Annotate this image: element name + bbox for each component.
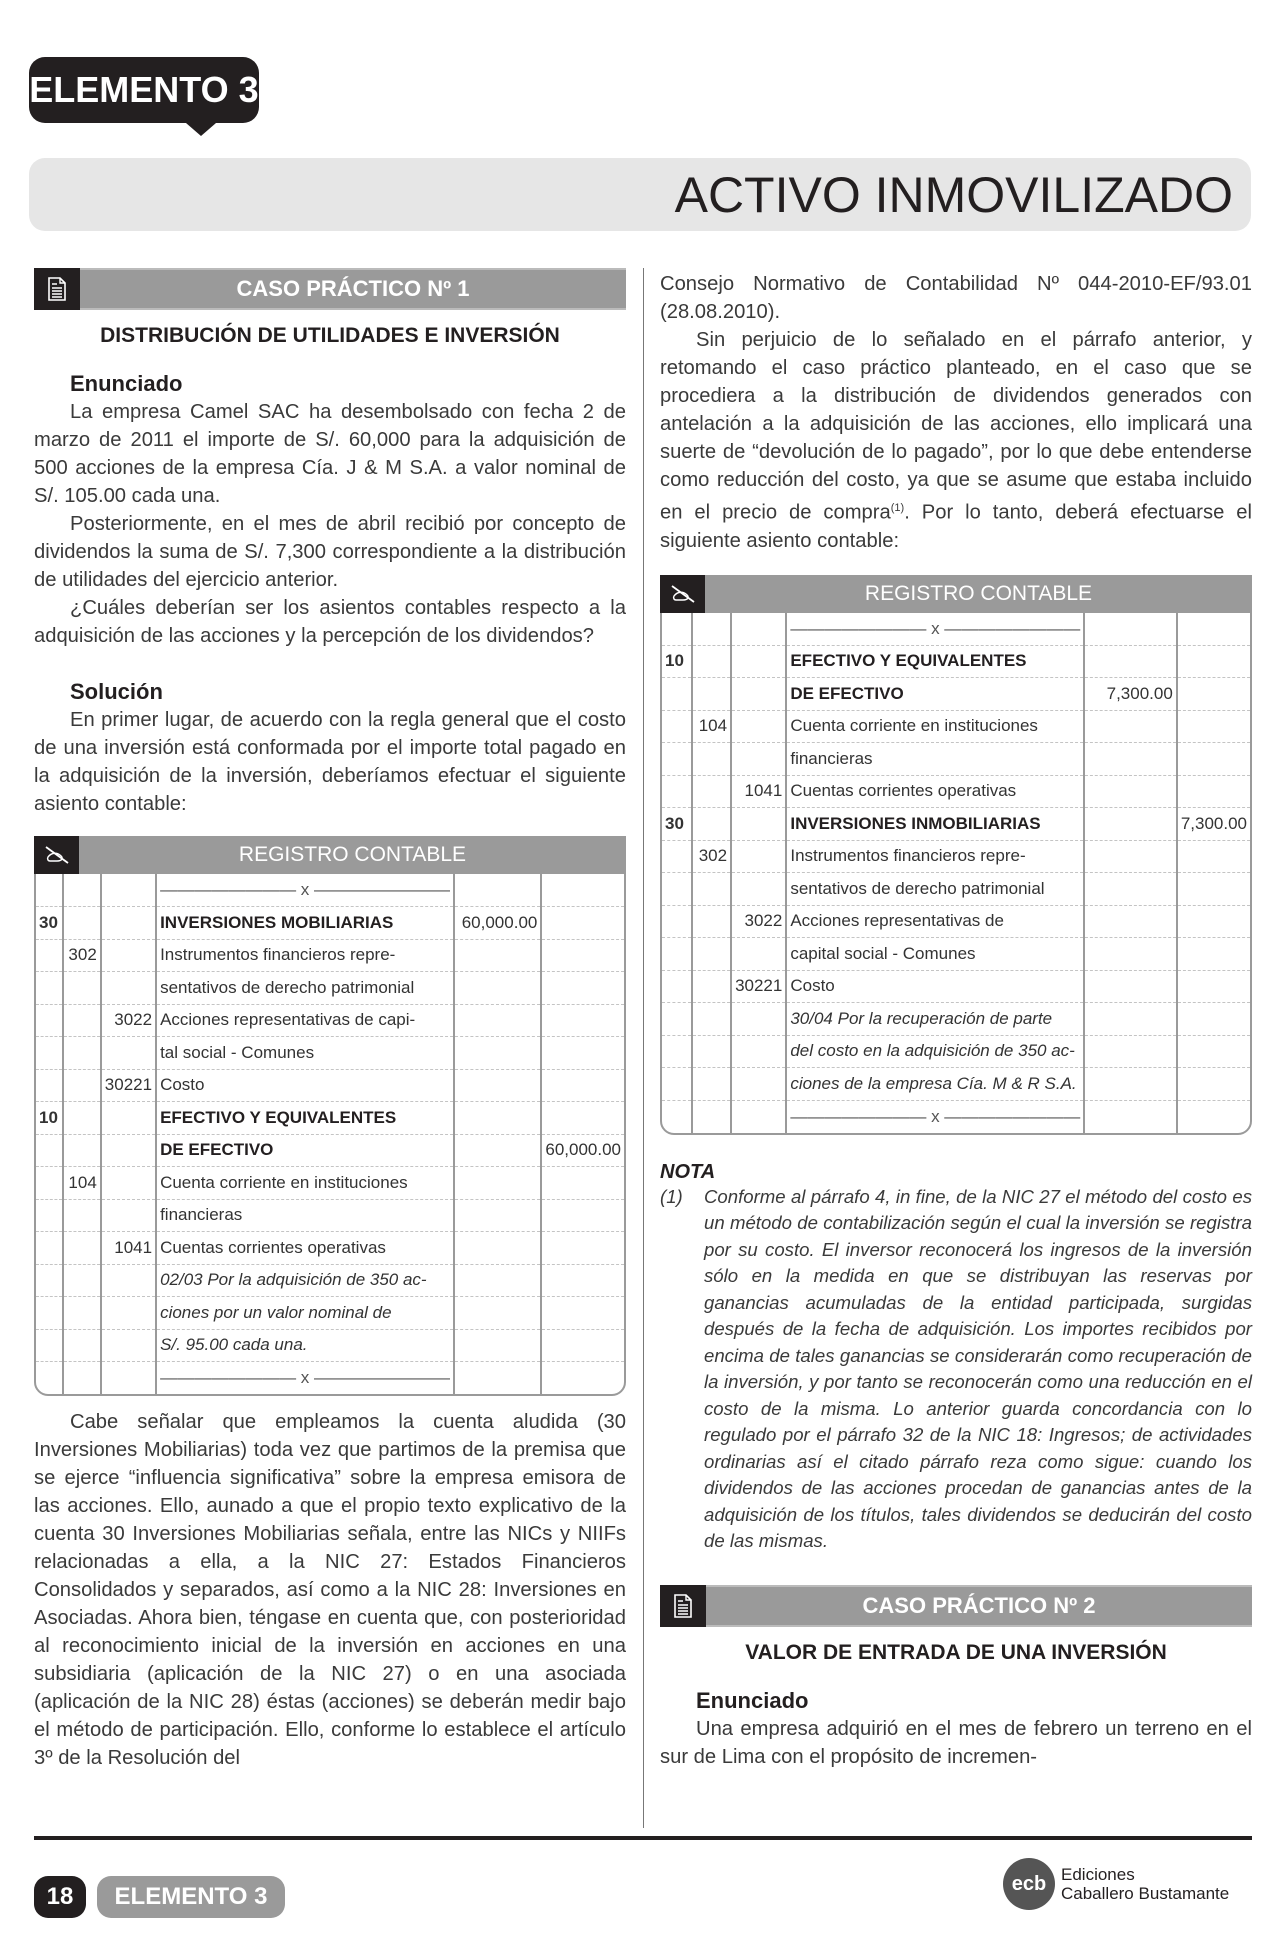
ledger-cell-c1 — [36, 1004, 63, 1037]
ledger-cell-debe — [1084, 1100, 1177, 1133]
ledger-cell-desc: INVERSIONES MOBILIARIAS — [156, 907, 454, 940]
ledger-cell-c1 — [662, 1100, 692, 1133]
paragraph: La empresa Camel SAC ha desembolsado con fecha 2 de marzo de 2011 el importe de S/. 60,000 para la adquisición de 500 acciones de la empresa Cía. J & M S.A. a valor nominal de S/. 105.00 cada una. — [34, 401, 626, 507]
ledger-row — [662, 710, 1250, 743]
ledger-cell-c2 — [63, 907, 101, 940]
ledger-cell-c3 — [101, 1134, 156, 1167]
ledger-cell-haber — [1177, 970, 1250, 1003]
accounting-entry-1 — [34, 836, 626, 1396]
ledger-row — [662, 678, 1250, 711]
ledger-cell-desc: ———————— x ———————— — [786, 613, 1084, 646]
case-2-title: VALOR DE ENTRADA DE UNA INVERSIÓN — [745, 1640, 1167, 1664]
ledger-cell-haber — [1177, 1035, 1250, 1068]
ledger-cell-c1 — [36, 1362, 63, 1395]
ledger-cell-c3 — [101, 972, 156, 1005]
ledger-cell-debe — [1084, 840, 1177, 873]
ledger-cell-debe — [1084, 775, 1177, 808]
ledger-cell-desc: ———————— x ———————— — [786, 1100, 1084, 1133]
ledger-cell-c3 — [731, 678, 786, 711]
ledger-table — [662, 613, 1250, 1133]
case-2-header — [660, 1585, 1252, 1627]
ledger-row — [36, 907, 624, 940]
publisher-name — [1061, 1865, 1229, 1903]
ledger-cell-c3 — [731, 710, 786, 743]
footer-section: ELEMENTO 3 — [97, 1876, 285, 1918]
ledger-cell-debe — [1084, 710, 1177, 743]
ledger-cell-haber — [541, 972, 624, 1005]
ledger-row — [36, 1329, 624, 1362]
ledger-cell-c1 — [662, 743, 692, 776]
ledger-cell-c3 — [731, 1035, 786, 1068]
ledger-cell-c2 — [692, 775, 732, 808]
ledger-cell-haber — [1177, 1100, 1250, 1133]
publisher-line-2: Caballero Bustamante — [1061, 1884, 1230, 1903]
ledger-row — [36, 1264, 624, 1297]
ledger-row — [662, 840, 1250, 873]
ledger-row — [36, 1069, 624, 1102]
ledger-cell-debe — [454, 1264, 541, 1297]
ledger-row — [662, 873, 1250, 906]
ledger-cell-c1 — [36, 972, 63, 1005]
ledger-cell-desc: DE EFECTIVO — [786, 678, 1084, 711]
ledger-cell-debe — [454, 939, 541, 972]
ledger-cell-c1 — [36, 939, 63, 972]
ledger-cell-c1 — [662, 710, 692, 743]
ledger-row — [662, 775, 1250, 808]
ledger-row — [36, 1167, 624, 1200]
ledger-cell-desc: ciones por un valor nominal de — [156, 1297, 454, 1330]
ledger-row — [662, 743, 1250, 776]
ledger-cell-c3 — [731, 840, 786, 873]
ledger-cell-debe — [1084, 808, 1177, 841]
ledger-cell-c2: 104 — [692, 710, 732, 743]
ledger-cell-c2 — [63, 1297, 101, 1330]
ledger-cell-haber — [541, 1004, 624, 1037]
paragraph-text: . Por lo tanto, deberá efectuarse el siguiente asiento contable: — [660, 501, 1253, 552]
ledger-cell-desc: Costo — [156, 1069, 454, 1102]
footnote-text: Conforme al párrafo 4, in fine, de la NIC 27 el método del costo es un método de contabilización según el cual la inversión se registra por su costo. El inversor reconocerá los ingresos de la inversión sólo en la medida en que se distribuyan las reservas por ganancias acumuladas de la entidad participada, surgidas después de la fecha de adquisición. Los importes recibidos por encima de tales ganancias se considerarán como recuperación de la inversión, y por tanto se reconocerán como una reducción en el costo de la misma. Lo anterior guarda concordancia con lo regulado por el párrafo 32 de la NIC 18: Ingresos; de actividades ordinarias así el citado párrafo reza como sigue: cuando los dividendos de las acciones procedan de ganancias antes de la adquisición de los títulos, tales dividendos se deducirán del costo de las mismas. — [704, 1185, 1252, 1552]
ledger-cell-c2 — [692, 970, 732, 1003]
ledger-cell-c3 — [101, 1167, 156, 1200]
ledger-cell-haber — [541, 1069, 624, 1102]
ledger-cell-c2 — [63, 1362, 101, 1395]
ledger-cell-c2 — [692, 645, 732, 678]
ledger-cell-c3 — [101, 1362, 156, 1395]
ledger-cell-c1: 30 — [662, 808, 692, 841]
ledger-cell-haber — [541, 907, 624, 940]
ledger-cell-c2 — [692, 1100, 732, 1133]
ledger-cell-desc: Acciones representativas de capi- — [156, 1004, 454, 1037]
ledger-cell-debe — [454, 1329, 541, 1362]
ledger-cell-c3 — [101, 1199, 156, 1232]
ledger-row — [36, 1232, 624, 1265]
ledger-cell-c2 — [692, 905, 732, 938]
ledger-cell-debe — [454, 972, 541, 1005]
ledger-cell-debe: 7,300.00 — [1084, 678, 1177, 711]
ledger-cell-haber — [541, 1102, 624, 1135]
ledger-cell-haber — [541, 1199, 624, 1232]
ledger-cell-debe — [1084, 873, 1177, 906]
ledger-cell-c2 — [63, 1037, 101, 1070]
ledger-cell-haber: 7,300.00 — [1177, 808, 1250, 841]
ledger-cell-c2 — [692, 873, 732, 906]
ledger-cell-debe — [454, 1037, 541, 1070]
ledger-row — [662, 905, 1250, 938]
ledger-cell-c1 — [662, 873, 692, 906]
ledger-cell-c3 — [731, 873, 786, 906]
ledger-cell-c3: 30221 — [101, 1069, 156, 1102]
ledger-cell-desc: Cuenta corriente en instituciones — [786, 710, 1084, 743]
ledger-cell-c1 — [662, 1035, 692, 1068]
publisher-logo-icon: ecb — [1003, 1858, 1055, 1910]
ledger-cell-debe — [454, 874, 541, 907]
ledger-row — [36, 939, 624, 972]
ledger-cell-debe — [1084, 743, 1177, 776]
ledger-row — [36, 874, 624, 907]
ledger-cell-c1 — [36, 1134, 63, 1167]
registro-label: REGISTRO CONTABLE — [79, 836, 626, 874]
ledger-cell-haber — [541, 1167, 624, 1200]
ledger-row — [36, 1297, 624, 1330]
enunciado-heading: Enunciado — [70, 371, 183, 396]
writing-hand-icon — [660, 575, 705, 613]
ledger-cell-haber — [541, 1037, 624, 1070]
ledger-cell-haber — [1177, 645, 1250, 678]
publisher-line-1: Ediciones — [1061, 1865, 1135, 1884]
ledger-cell-c2: 302 — [63, 939, 101, 972]
ledger-cell-haber — [541, 1232, 624, 1265]
ledger-cell-c2 — [63, 1134, 101, 1167]
right-column — [660, 270, 1252, 1771]
ledger-cell-debe — [454, 1199, 541, 1232]
ledger-cell-haber — [1177, 1068, 1250, 1101]
accounting-entry-2 — [660, 575, 1252, 1135]
ledger-cell-desc: 30/04 Por la recuperación de parte — [786, 1003, 1084, 1036]
column-divider — [643, 268, 644, 1828]
ledger-cell-haber — [1177, 905, 1250, 938]
ledger-cell-c2: 104 — [63, 1167, 101, 1200]
ledger-cell-c3 — [101, 1329, 156, 1362]
paragraph-text: Sin perjuicio de lo señalado en el párrafo anterior, y retomando el caso práctico planteado, en el caso que se procediera a la distribución de dividendos generados con antelación a la adquisición de las acciones, ello implicará una suerte de “devolución de lo pagado”, por lo que debe entenderse como reducción del costo, ya que se asume que estaba incluido en el precio de compra — [660, 329, 1252, 524]
ledger-cell-desc: Cuentas corrientes operativas — [786, 775, 1084, 808]
ledger-cell-c3 — [731, 938, 786, 971]
ledger-cell-c3 — [731, 808, 786, 841]
ledger-cell-c1: 10 — [662, 645, 692, 678]
chapter-title: ACTIVO INMOVILIZADO — [674, 167, 1233, 223]
ledger-cell-c3: 3022 — [101, 1004, 156, 1037]
ledger-cell-c1 — [662, 840, 692, 873]
ledger-table — [36, 874, 624, 1394]
case-1-header — [34, 268, 626, 310]
solucion-heading: Solución — [70, 679, 163, 704]
ledger-cell-c3 — [101, 939, 156, 972]
ledger-cell-c1 — [662, 1068, 692, 1101]
ledger-row — [36, 1102, 624, 1135]
ledger-cell-haber: 60,000.00 — [541, 1134, 624, 1167]
ledger-cell-haber — [1177, 840, 1250, 873]
ledger-cell-desc: capital social - Comunes — [786, 938, 1084, 971]
ledger-cell-c2 — [692, 678, 732, 711]
ledger-cell-desc: sentativos de derecho patrimonial — [156, 972, 454, 1005]
ledger-row — [36, 1199, 624, 1232]
ledger-cell-haber — [541, 1362, 624, 1395]
ledger-cell-c2 — [63, 1004, 101, 1037]
ledger-cell-c3 — [101, 1264, 156, 1297]
ledger-row — [36, 1004, 624, 1037]
footnote-ref[interactable]: (1) — [890, 502, 905, 514]
ledger-cell-c3 — [101, 1037, 156, 1070]
ledger-cell-desc: ———————— x ———————— — [156, 874, 454, 907]
ledger-cell-c1 — [662, 905, 692, 938]
ledger-cell-c1 — [36, 1037, 63, 1070]
ledger-cell-desc: ———————— x ———————— — [156, 1362, 454, 1395]
ledger-cell-c2 — [63, 1069, 101, 1102]
ledger-row — [662, 1100, 1250, 1133]
ledger-cell-debe — [454, 1362, 541, 1395]
ledger-cell-haber — [541, 874, 624, 907]
ledger-cell-desc: Acciones representativas de — [786, 905, 1084, 938]
ledger-cell-c1 — [36, 1264, 63, 1297]
ledger-cell-haber — [541, 1329, 624, 1362]
ledger-cell-c2 — [63, 1264, 101, 1297]
ledger-row — [662, 613, 1250, 646]
ledger-cell-haber — [1177, 938, 1250, 971]
enunciado-heading: Enunciado — [696, 1687, 809, 1713]
ledger-cell-c2 — [63, 1102, 101, 1135]
ledger-cell-c1 — [36, 1232, 63, 1265]
ledger-cell-c1 — [36, 1329, 63, 1362]
paragraph: Cabe señalar que empleamos la cuenta aludida (30 Inversiones Mobiliarias) toda vez que partimos de la premisa que se ejerce “influencia significativa” sobre la empresa emisora de las acciones. Ello, aunado a que el propio texto explicativo de la cuenta 30 Inversiones Mobiliarias señala, entre las NICs y NIIFs relacionadas a ella, a la NIC 27: Estados Financieros Consolidados y separados, así como a la NIC 28: Inversiones en Asociadas. Ahora bien, téngase en cuenta que, con posterioridad al reconocimiento inicial de la inversión en acciones en una subsidiaria (aplicación de la NIC 27) o en una asociada (aplicación de la NIC 28) éstas (acciones) se deberán medir bajo el método de participación. Ello, conforme lo establece el artículo 3º de la Resolución del — [34, 1411, 626, 1769]
ledger-cell-c1 — [662, 1003, 692, 1036]
ledger-cell-haber — [541, 1297, 624, 1330]
ledger-cell-debe — [454, 1004, 541, 1037]
publisher — [1003, 1858, 1229, 1910]
ledger-cell-debe — [454, 1297, 541, 1330]
ledger-cell-desc: tal social - Comunes — [156, 1037, 454, 1070]
ledger-cell-desc: Instrumentos financieros repre- — [786, 840, 1084, 873]
chapter-title-bar — [29, 158, 1251, 231]
ledger-cell-c1 — [36, 1167, 63, 1200]
ledger-row — [36, 1362, 624, 1395]
ledger-cell-debe — [454, 1134, 541, 1167]
ledger-cell-c2 — [63, 1199, 101, 1232]
ledger-cell-desc: sentativos de derecho patrimonial — [786, 873, 1084, 906]
ledger-cell-desc: Instrumentos financieros repre- — [156, 939, 454, 972]
ledger-cell-c2 — [63, 1232, 101, 1265]
ledger-cell-desc: del costo en la adquisición de 350 ac- — [786, 1035, 1084, 1068]
ledger-row — [662, 1003, 1250, 1036]
ledger-cell-desc: DE EFECTIVO — [156, 1134, 454, 1167]
ledger-cell-debe — [1084, 613, 1177, 646]
paragraph: Una empresa adquirió en el mes de febrero un terreno en el sur de Lima con el propósito de incremen- — [660, 1717, 1252, 1768]
ledger-cell-desc: Costo — [786, 970, 1084, 1003]
ledger-row — [662, 970, 1250, 1003]
ledger-cell-haber — [1177, 678, 1250, 711]
nota-heading: NOTA — [660, 1160, 716, 1183]
ledger-cell-c1 — [36, 874, 63, 907]
registro-label: REGISTRO CONTABLE — [705, 575, 1252, 613]
ledger-cell-c3 — [731, 613, 786, 646]
paragraph: Consejo Normativo de Contabilidad Nº 044-2010-EF/93.01 (28.08.2010). — [660, 273, 1252, 323]
ledger-cell-c2 — [692, 1035, 732, 1068]
ledger-cell-c2 — [692, 1003, 732, 1036]
ledger-cell-desc: 02/03 Por la adquisición de 350 ac- — [156, 1264, 454, 1297]
ledger-cell-c1 — [662, 678, 692, 711]
ledger-cell-debe — [454, 1102, 541, 1135]
ledger-cell-c1 — [662, 970, 692, 1003]
ledger-cell-haber — [1177, 1003, 1250, 1036]
ledger-cell-c3: 30221 — [731, 970, 786, 1003]
ledger-cell-c3 — [731, 1100, 786, 1133]
ledger-row — [662, 938, 1250, 971]
ledger-cell-c1 — [662, 938, 692, 971]
ledger-cell-c3: 1041 — [101, 1232, 156, 1265]
page-number: 18 — [34, 1876, 86, 1918]
ledger-cell-desc: INVERSIONES INMOBILIARIAS — [786, 808, 1084, 841]
ledger-cell-haber — [1177, 613, 1250, 646]
ledger-cell-debe — [1084, 645, 1177, 678]
ledger-cell-c1 — [36, 1199, 63, 1232]
footer-rule — [34, 1836, 1252, 1840]
ledger-cell-c2 — [692, 938, 732, 971]
paragraph: Posteriormente, en el mes de abril recibió por concepto de dividendos la suma de S/. 7,300 correspondiente a la distribución de utilidades del ejercicio anterior. — [34, 513, 626, 591]
left-column — [34, 268, 626, 1772]
ledger-cell-c3 — [101, 1102, 156, 1135]
ledger-cell-c3 — [731, 645, 786, 678]
writing-hand-icon — [34, 836, 79, 874]
ledger-row — [36, 972, 624, 1005]
ledger-cell-c1 — [36, 1069, 63, 1102]
ledger-cell-c3 — [731, 1068, 786, 1101]
ledger-cell-c2: 302 — [692, 840, 732, 873]
ledger-cell-c2 — [63, 1329, 101, 1362]
ledger-cell-c2 — [692, 613, 732, 646]
footnote — [660, 1184, 1252, 1555]
ledger-cell-c3 — [101, 874, 156, 907]
ledger-cell-c1 — [36, 1297, 63, 1330]
ledger-cell-c3: 1041 — [731, 775, 786, 808]
ledger-row — [662, 808, 1250, 841]
footnote-number: (1) — [660, 1185, 683, 1207]
ledger-cell-c2 — [63, 874, 101, 907]
ledger-row — [36, 1037, 624, 1070]
ledger-cell-desc: Cuenta corriente en instituciones — [156, 1167, 454, 1200]
ledger-cell-haber — [1177, 743, 1250, 776]
ledger-cell-c3 — [731, 1003, 786, 1036]
ledger-cell-c1: 10 — [36, 1102, 63, 1135]
ledger-cell-c1 — [662, 775, 692, 808]
document-icon — [660, 1585, 706, 1627]
ledger-cell-debe: 60,000.00 — [454, 907, 541, 940]
ledger-cell-debe — [1084, 938, 1177, 971]
ledger-cell-desc: ciones de la empresa Cía. M & R S.A. — [786, 1068, 1084, 1101]
paragraph: En primer lugar, de acuerdo con la regla general que el costo de una inversión está conformada por el importe total pagado en la adquisición de la inversión, deberíamos efectuar el siguiente asiento contable: — [34, 709, 626, 815]
ledger-cell-desc: EFECTIVO Y EQUIVALENTES — [156, 1102, 454, 1135]
ledger-cell-debe — [1084, 1068, 1177, 1101]
section-badge: ELEMENTO 3 — [29, 57, 259, 123]
ledger-cell-haber — [541, 939, 624, 972]
ledger-row — [662, 645, 1250, 678]
ledger-cell-desc: financieras — [786, 743, 1084, 776]
ledger-row — [662, 1068, 1250, 1101]
paragraph: ¿Cuáles deberían ser los asientos contables respecto a la adquisición de las acciones y la percepción de los dividendos? — [34, 597, 626, 647]
ledger-cell-c3 — [731, 743, 786, 776]
ledger-row — [36, 1134, 624, 1167]
ledger-cell-c2 — [692, 1068, 732, 1101]
ledger-cell-debe — [1084, 905, 1177, 938]
ledger-cell-c2 — [63, 972, 101, 1005]
ledger-cell-c1: 30 — [36, 907, 63, 940]
ledger-cell-c3: 3022 — [731, 905, 786, 938]
ledger-cell-haber — [1177, 710, 1250, 743]
ledger-cell-desc: financieras — [156, 1199, 454, 1232]
ledger-cell-c3 — [101, 1297, 156, 1330]
ledger-cell-debe — [454, 1232, 541, 1265]
case-1-label: CASO PRÁCTICO Nº 1 — [80, 268, 626, 310]
case-1-title: DISTRIBUCIÓN DE UTILIDADES E INVERSIÓN — [100, 324, 560, 347]
ledger-cell-debe — [454, 1069, 541, 1102]
case-2-label: CASO PRÁCTICO Nº 2 — [706, 1585, 1252, 1627]
ledger-cell-debe — [1084, 970, 1177, 1003]
ledger-cell-c2 — [692, 743, 732, 776]
ledger-cell-desc: EFECTIVO Y EQUIVALENTES — [786, 645, 1084, 678]
ledger-cell-c3 — [101, 907, 156, 940]
ledger-cell-desc: Cuentas corrientes operativas — [156, 1232, 454, 1265]
ledger-cell-c1 — [662, 613, 692, 646]
ledger-cell-debe — [1084, 1003, 1177, 1036]
ledger-cell-debe — [454, 1167, 541, 1200]
document-icon — [34, 268, 80, 310]
ledger-row — [662, 1035, 1250, 1068]
ledger-cell-c2 — [692, 808, 732, 841]
ledger-cell-haber — [1177, 775, 1250, 808]
ledger-cell-haber — [1177, 873, 1250, 906]
ledger-cell-debe — [1084, 1035, 1177, 1068]
paragraph — [660, 326, 1252, 555]
ledger-cell-haber — [541, 1264, 624, 1297]
ledger-cell-desc: S/. 95.00 cada una. — [156, 1329, 454, 1362]
